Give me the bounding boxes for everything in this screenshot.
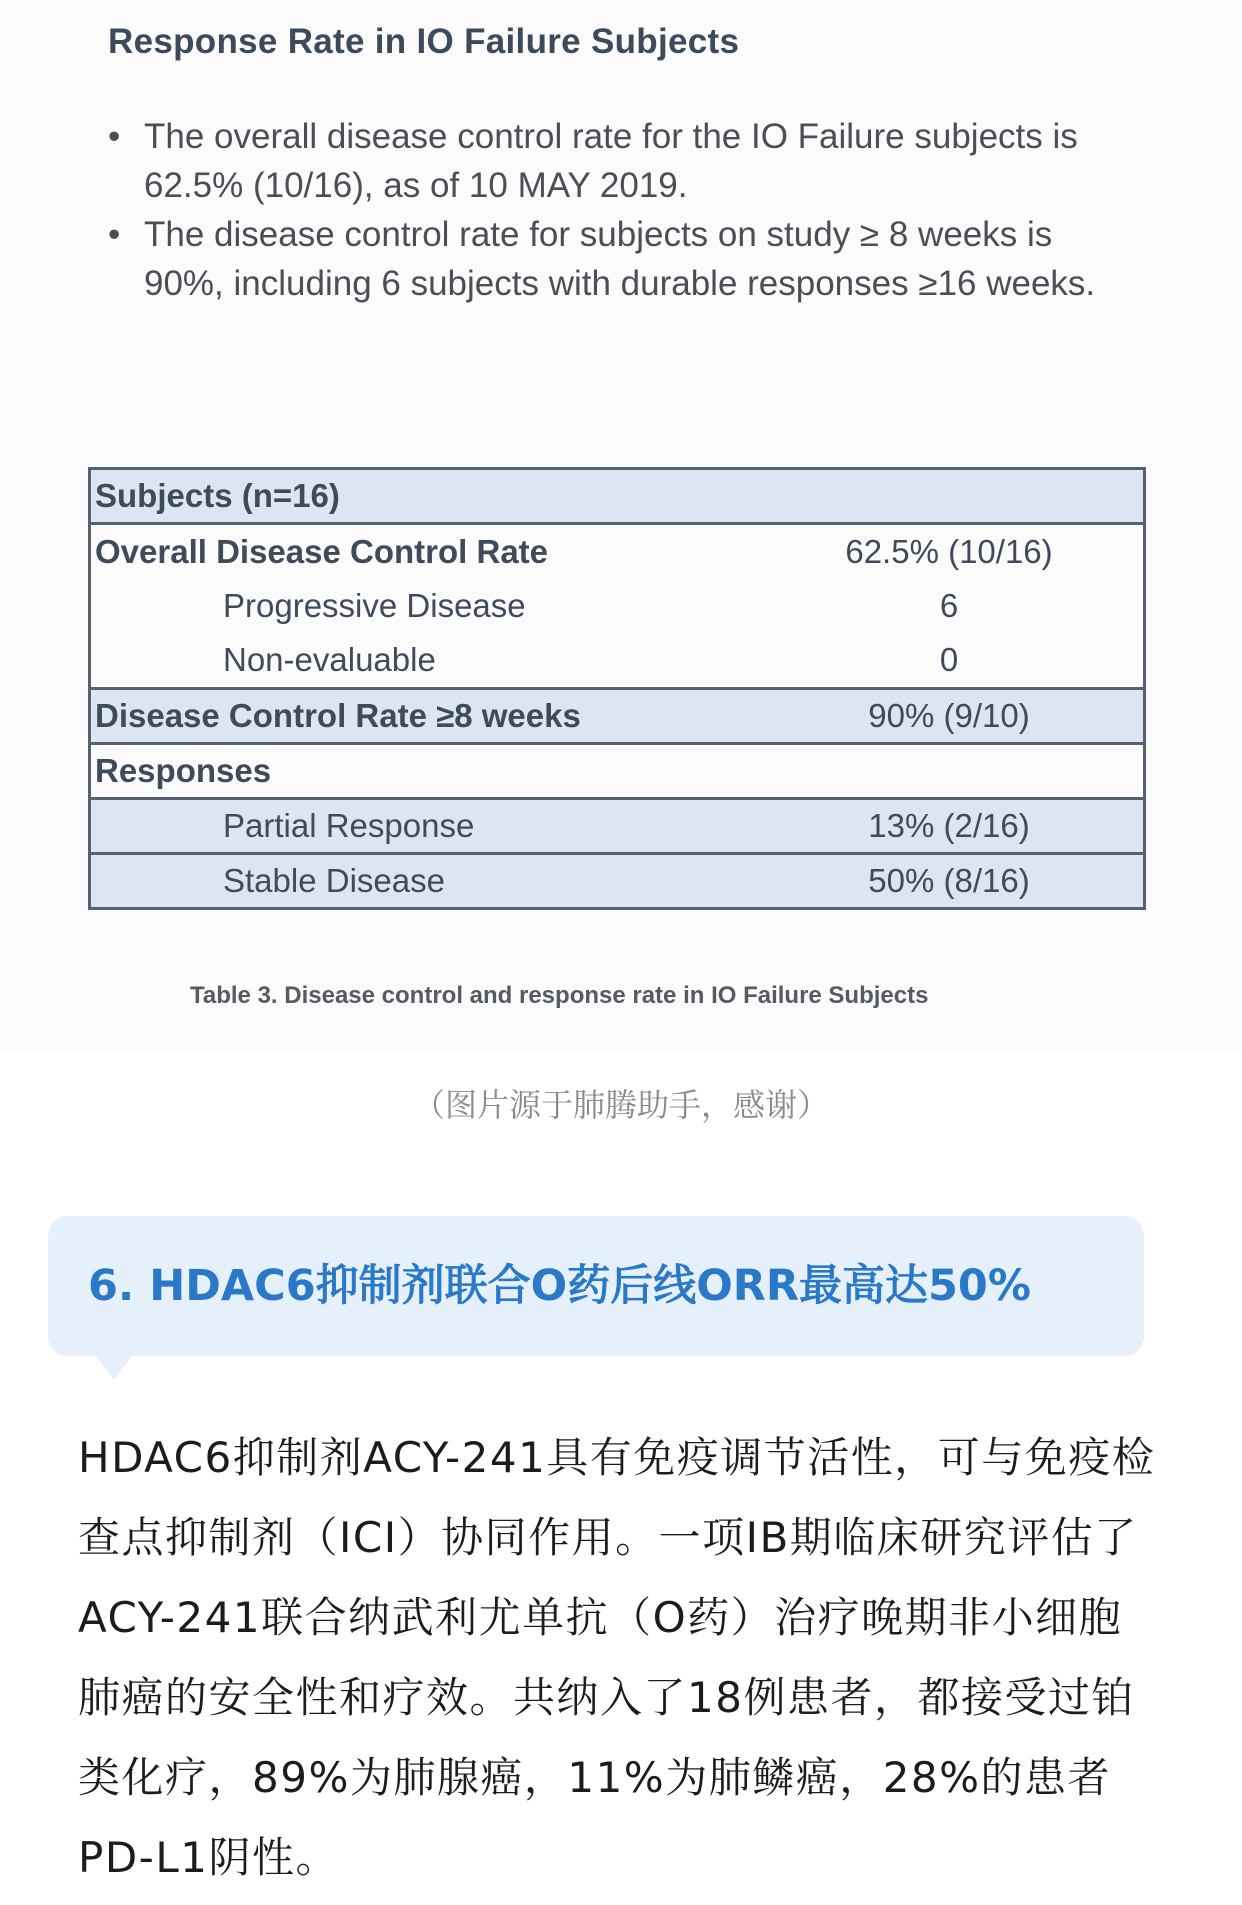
row-label: Non-evaluable	[223, 641, 436, 679]
row-label: Disease Control Rate ≥8 weeks	[90, 689, 756, 744]
table-row	[90, 689, 1145, 744]
article-paragraph: HDAC6抑制剂ACY-241具有免疫调节活性，可与免疫检查点抑制剂（ICI）协同作用。一项IB期临床研究评估了ACY-241联合纳武利尤单抗（O药）治疗晚期非小细胞肺癌的安全性和疗效。共纳入了18例患者，都接受过铂类化疗，89%为肺腺癌，11%为肺鳞癌，28%的患者PD-L1阴性。	[78, 1433, 1156, 1882]
row-value: 90% (9/10)	[755, 689, 1145, 744]
table-row	[90, 634, 1145, 689]
table-row	[90, 579, 1145, 634]
table-row	[90, 524, 1145, 579]
slide-bullets	[108, 112, 1128, 308]
row-value: 50% (8/16)	[755, 854, 1145, 909]
row-label: Stable Disease	[90, 854, 756, 909]
row-value: 0	[939, 641, 959, 679]
table-row	[90, 799, 1145, 854]
section-heading: 6. HDAC6抑制剂联合O药后线ORR最高达50%	[88, 1261, 1031, 1311]
table-row	[90, 854, 1145, 909]
slide-title: Response Rate in IO Failure Subjects	[108, 22, 740, 61]
table-row	[90, 744, 1145, 799]
row-label: Overall Disease Control Rate	[90, 524, 756, 579]
row-label: Progressive Disease	[223, 587, 526, 624]
row-label: Partial Response	[90, 799, 756, 854]
row-value: 13% (2/16)	[755, 799, 1145, 854]
table-header-cell: Subjects (n=16)	[90, 469, 1145, 524]
row-value: 6	[939, 587, 959, 624]
row-value	[755, 744, 1145, 799]
bullet-point: • The disease control rate for subjects on study ≥ 8 weeks is 90%, including 6 subjects with durable responses ≥16 weeks.	[108, 210, 1128, 308]
heading-callout-tail	[96, 1356, 132, 1380]
table-header-row	[90, 469, 1145, 524]
image-credit: （图片源于肺腾助手，感谢）	[412, 1086, 829, 1124]
bullet-point: • The overall disease control rate for the IO Failure subjects is 62.5% (10/16), as of 10 MAY 2019.	[108, 112, 1128, 210]
response-table	[88, 467, 1146, 910]
row-value: 62.5% (10/16)	[755, 524, 1145, 579]
row-label: Responses	[90, 744, 756, 799]
table-caption: Table 3. Disease control and response rate in IO Failure Subjects	[190, 982, 929, 1009]
section-heading-box	[48, 1216, 1144, 1356]
